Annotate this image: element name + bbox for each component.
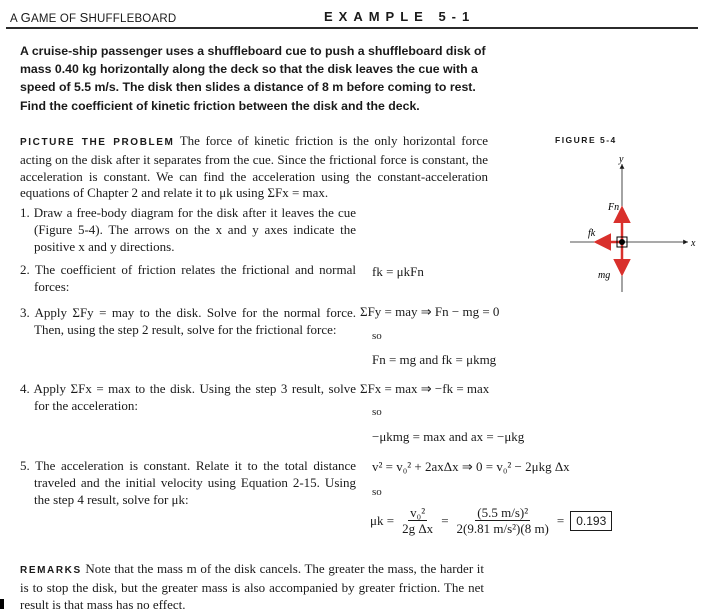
fraction-numeric-denominator: 2(9.81 m/s²)(8 m) <box>456 521 549 536</box>
book-section-title <box>10 10 176 25</box>
fraction-symbolic-numerator: v₀² <box>410 505 426 520</box>
remarks-heading: REMARKS <box>20 565 82 576</box>
step-2 <box>20 262 356 296</box>
remarks-text: Note that the mass m of the disk cancels. The greater the mass, the harder it is to stop the disk, but the greater mass is also accompanied by greater friction. The net result is that mass has no effect. <box>20 561 485 612</box>
step-3-text: 3. Apply ΣFy = may to the disk. Solve for the normal force. Then, using the step 2 result, solve for the frictional force: <box>20 305 356 337</box>
fraction-numeric <box>455 505 551 536</box>
step-4-so: so <box>372 406 382 418</box>
step-3 <box>20 305 356 339</box>
remarks <box>20 561 484 613</box>
friction-force-label: fk <box>588 228 596 239</box>
x-axis-label: x <box>691 238 696 249</box>
example-label: EXAMPLE 5-1 <box>324 9 476 24</box>
free-body-diagram <box>560 152 700 292</box>
header-rule <box>6 27 698 29</box>
step-3-equation-2: Fn = mg and fk = μkmg <box>372 352 497 367</box>
y-axis-label: y <box>619 154 624 165</box>
book-section-title-text: A GAME OF SHUFFLEBOARD <box>10 10 177 25</box>
step-1-text: 1. Draw a free-body diagram for the disk after it leaves the cue (Figure 5-4). The arrows on the x and y axes indicate the positive x and y directions. <box>20 205 356 254</box>
figure-label: FIGURE 5-4 <box>555 135 617 145</box>
fraction-numeric-numerator: (5.5 m/s)² <box>477 505 529 520</box>
mu-k-lhs: μk = <box>370 512 395 528</box>
normal-force-label: Fn <box>608 202 620 213</box>
equals-sign-2: = <box>556 512 565 528</box>
picture-the-problem <box>20 133 488 202</box>
equals-sign: = <box>441 512 449 528</box>
picture-text: The force of kinetic friction is the only horizontal force acting on the disk after it separates from the cue. Since the frictional force is constant, the acceleration is constant. We can find the acceleration using the constant-acceleration equations of Chapter 2 and relate it to μk using ΣFx = max. <box>20 133 488 201</box>
step-3-equation-1: ΣFy = may ⇒ Fn − mg = 0 <box>360 304 500 319</box>
step-5-equation-1: v² = v₀² + 2axΔx ⇒ 0 = v₀² − 2μkg Δx <box>372 459 570 474</box>
picture-heading: PICTURE THE PROBLEM <box>20 137 175 148</box>
step-2-text: 2. The coefficient of friction relates the frictional and normal forces: <box>20 262 356 294</box>
disk <box>619 239 625 245</box>
step-4 <box>20 381 356 415</box>
step-2-equation: fk = μkFn <box>372 264 424 279</box>
page-margin-mark <box>0 599 4 609</box>
step-5 <box>20 458 356 508</box>
step-4-equation-2: −μkmg = max and ax = −μkg <box>372 429 525 444</box>
step-4-equation-1: ΣFx = max ⇒ −fk = max <box>360 381 490 396</box>
step-3-so: so <box>372 330 382 342</box>
step-5-so: so <box>372 486 382 498</box>
step-5-text: 5. The acceleration is constant. Relate it to the total distance traveled and the initial velocity using Equation 2-15. Using the step 4 result, solve for μk: <box>20 458 356 507</box>
fraction-symbolic <box>400 505 435 536</box>
step-4-text: 4. Apply ΣFx = max to the disk. Using the step 3 result, solve for the acceleration: <box>20 381 356 413</box>
answer-box: 0.193 <box>570 511 612 531</box>
fraction-symbolic-denominator: 2g Δx <box>402 521 434 536</box>
step-1 <box>20 205 356 255</box>
gravity-force-label: mg <box>598 270 611 281</box>
step-5-result <box>370 505 612 536</box>
problem-statement: A cruise-ship passenger uses a shuffleboard cue to push a shuffleboard disk of mass 0.40 kg horizontally along the deck so that the disk leaves the cue with a speed of 5.5 m/s. The disk then slides a distance of 8 m before coming to rest. Find the coefficient of kinetic friction between the disk and the deck. <box>20 44 486 113</box>
